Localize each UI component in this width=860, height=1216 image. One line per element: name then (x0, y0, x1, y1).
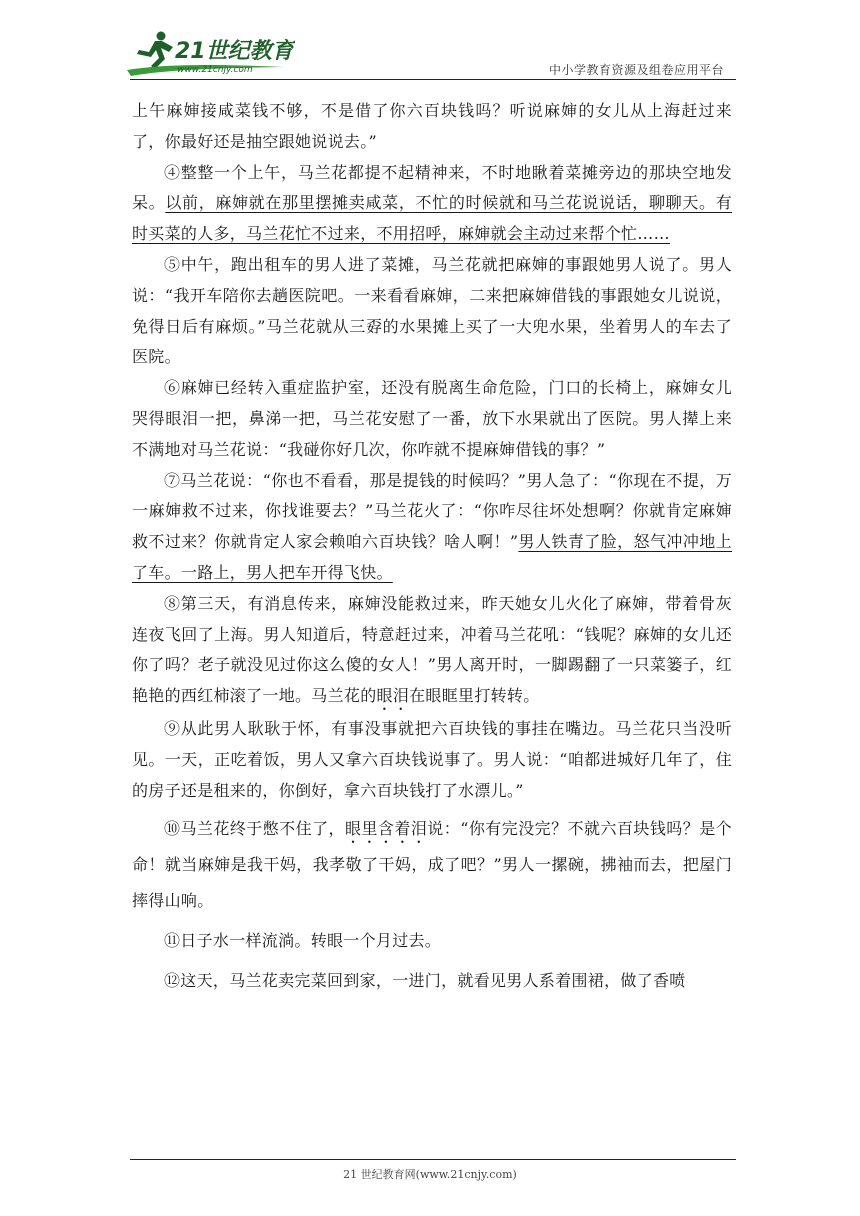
paragraph-12: ⑫这天，马兰花卖完菜回到家，一进门，就看见男人系着围裙，做了香喷 (164, 970, 686, 990)
paragraph-7-underlined: 男人铁青了脸，怒气冲冲地上了车。一路上，男人把车开得飞快。 (132, 532, 732, 582)
paragraph-4-text: ④整整一个上午，马兰花都提不起精神来，不时地瞅着菜摊旁边的那块空地发呆。 (132, 162, 732, 213)
paragraph-8-text: ⑧第三天，有消息传来，麻婶没能救过来，昨天她女儿火化了麻婶，带着骨灰连夜飞回了上海。男人知道后，特意赶过来，冲着马兰花吼：“钱呢？麻婶的女儿还你了吗？老子就没见过你这么傻的女人！”男人离开时，一脚踢翻了一只菜篓子，红艳艳的西红柿滚了一地。马兰花的 (132, 593, 732, 706)
paragraph-10-emphasis: 眼里含着泪 (345, 818, 428, 838)
paragraph-4-underlined: 以前，麻婶就在那里摆摊卖咸菜，不忙的时候就和马兰花说说话，聊聊天。有时买菜的人多，马兰花忙不过来，不用招呼，麻婶就会主动过来帮个忙…… (132, 193, 732, 244)
paragraph-11: ⑪日子水一样流淌。转眼一个月过去。 (164, 930, 442, 950)
paragraph-9: ⑨从此男人耿耿于怀，有事没事就把六百块钱的事挂在嘴边。马兰花只当没听见。一天，正吃着饭，男人又拿六百块钱说事了。男人说：“咱都进城好几年了，住的房子还是租来的，你倒好，拿六百块钱打了水漂儿。” (132, 719, 732, 800)
paragraph-8 (132, 589, 732, 714)
footer-source[interactable]: 21 世纪教育网(www.21cnjy.com) (343, 1168, 517, 1181)
paragraph-8-tail: 在眼眶里打转转。 (409, 686, 540, 706)
paragraph-5: ⑤中午，跑出租车的男人进了菜摊，马兰花就把麻婶的事跟她男人说了。男人说：“我开车陪你去趟医院吧。一来看看麻婶，二来把麻婶借钱的事跟她女儿说说，免得日后有麻烦。”马兰花就从三孬的水果摊上买了一大兜水果，坐着男人的车去了医院。 (132, 254, 732, 367)
article-body (132, 96, 732, 999)
paragraph-continued: 上午麻婶接咸菜钱不够，不是借了你六百块钱吗？听说麻婶的女儿从上海赶过来了，你最好还是抽空跟她说说去。” (132, 101, 732, 151)
paragraph-10 (132, 811, 732, 919)
paragraph-10-tail: 说：“你有完没完？不就六百块钱吗？是个命！就当麻婶是我干妈，我孝敬了干妈，成了吧？”男人一摞碗，拂袖而去，把屋门摔得山响。 (132, 818, 732, 910)
header-divider (130, 79, 736, 80)
runner-logo-icon (125, 30, 295, 78)
paragraph-4 (132, 158, 732, 250)
paragraph-6: ⑥麻婶已经转入重症监护室，还没有脱离生命危险，门口的长椅上，麻婶女儿哭得眼泪一把，鼻涕一把，马兰花安慰了一番，放下水果就出了医院。男人撵上来不满地对马兰花说：“我碰你好几次，你咋就不提麻婶借钱的事？” (132, 378, 732, 459)
paragraph-10-text: ⑩马兰花终于憋不住了， (164, 818, 346, 838)
logo-brand-text: 21世纪教育 (175, 39, 294, 64)
paragraph-7-text: ⑦马兰花说：“你也不看看，那是提钱的时候吗？”男人急了：“你现在不提，万一麻婶救不过来，你找谁要去？”马兰花火了：“你咋尽往坏处想啊？你就肯定麻婶救不过来？你就肯定人家会赖咱六百块钱？啥人啊！” (132, 470, 732, 552)
page-header (0, 0, 860, 82)
footer-divider (130, 1159, 736, 1160)
logo-url-text: www.21cnjy.com (177, 65, 253, 75)
paragraph-8-emphasis: 眼泪 (376, 686, 410, 706)
paragraph-7 (132, 466, 732, 589)
header-tagline: 中小学教育资源及组卷应用平台 (548, 63, 724, 77)
site-logo[interactable] (125, 30, 295, 78)
